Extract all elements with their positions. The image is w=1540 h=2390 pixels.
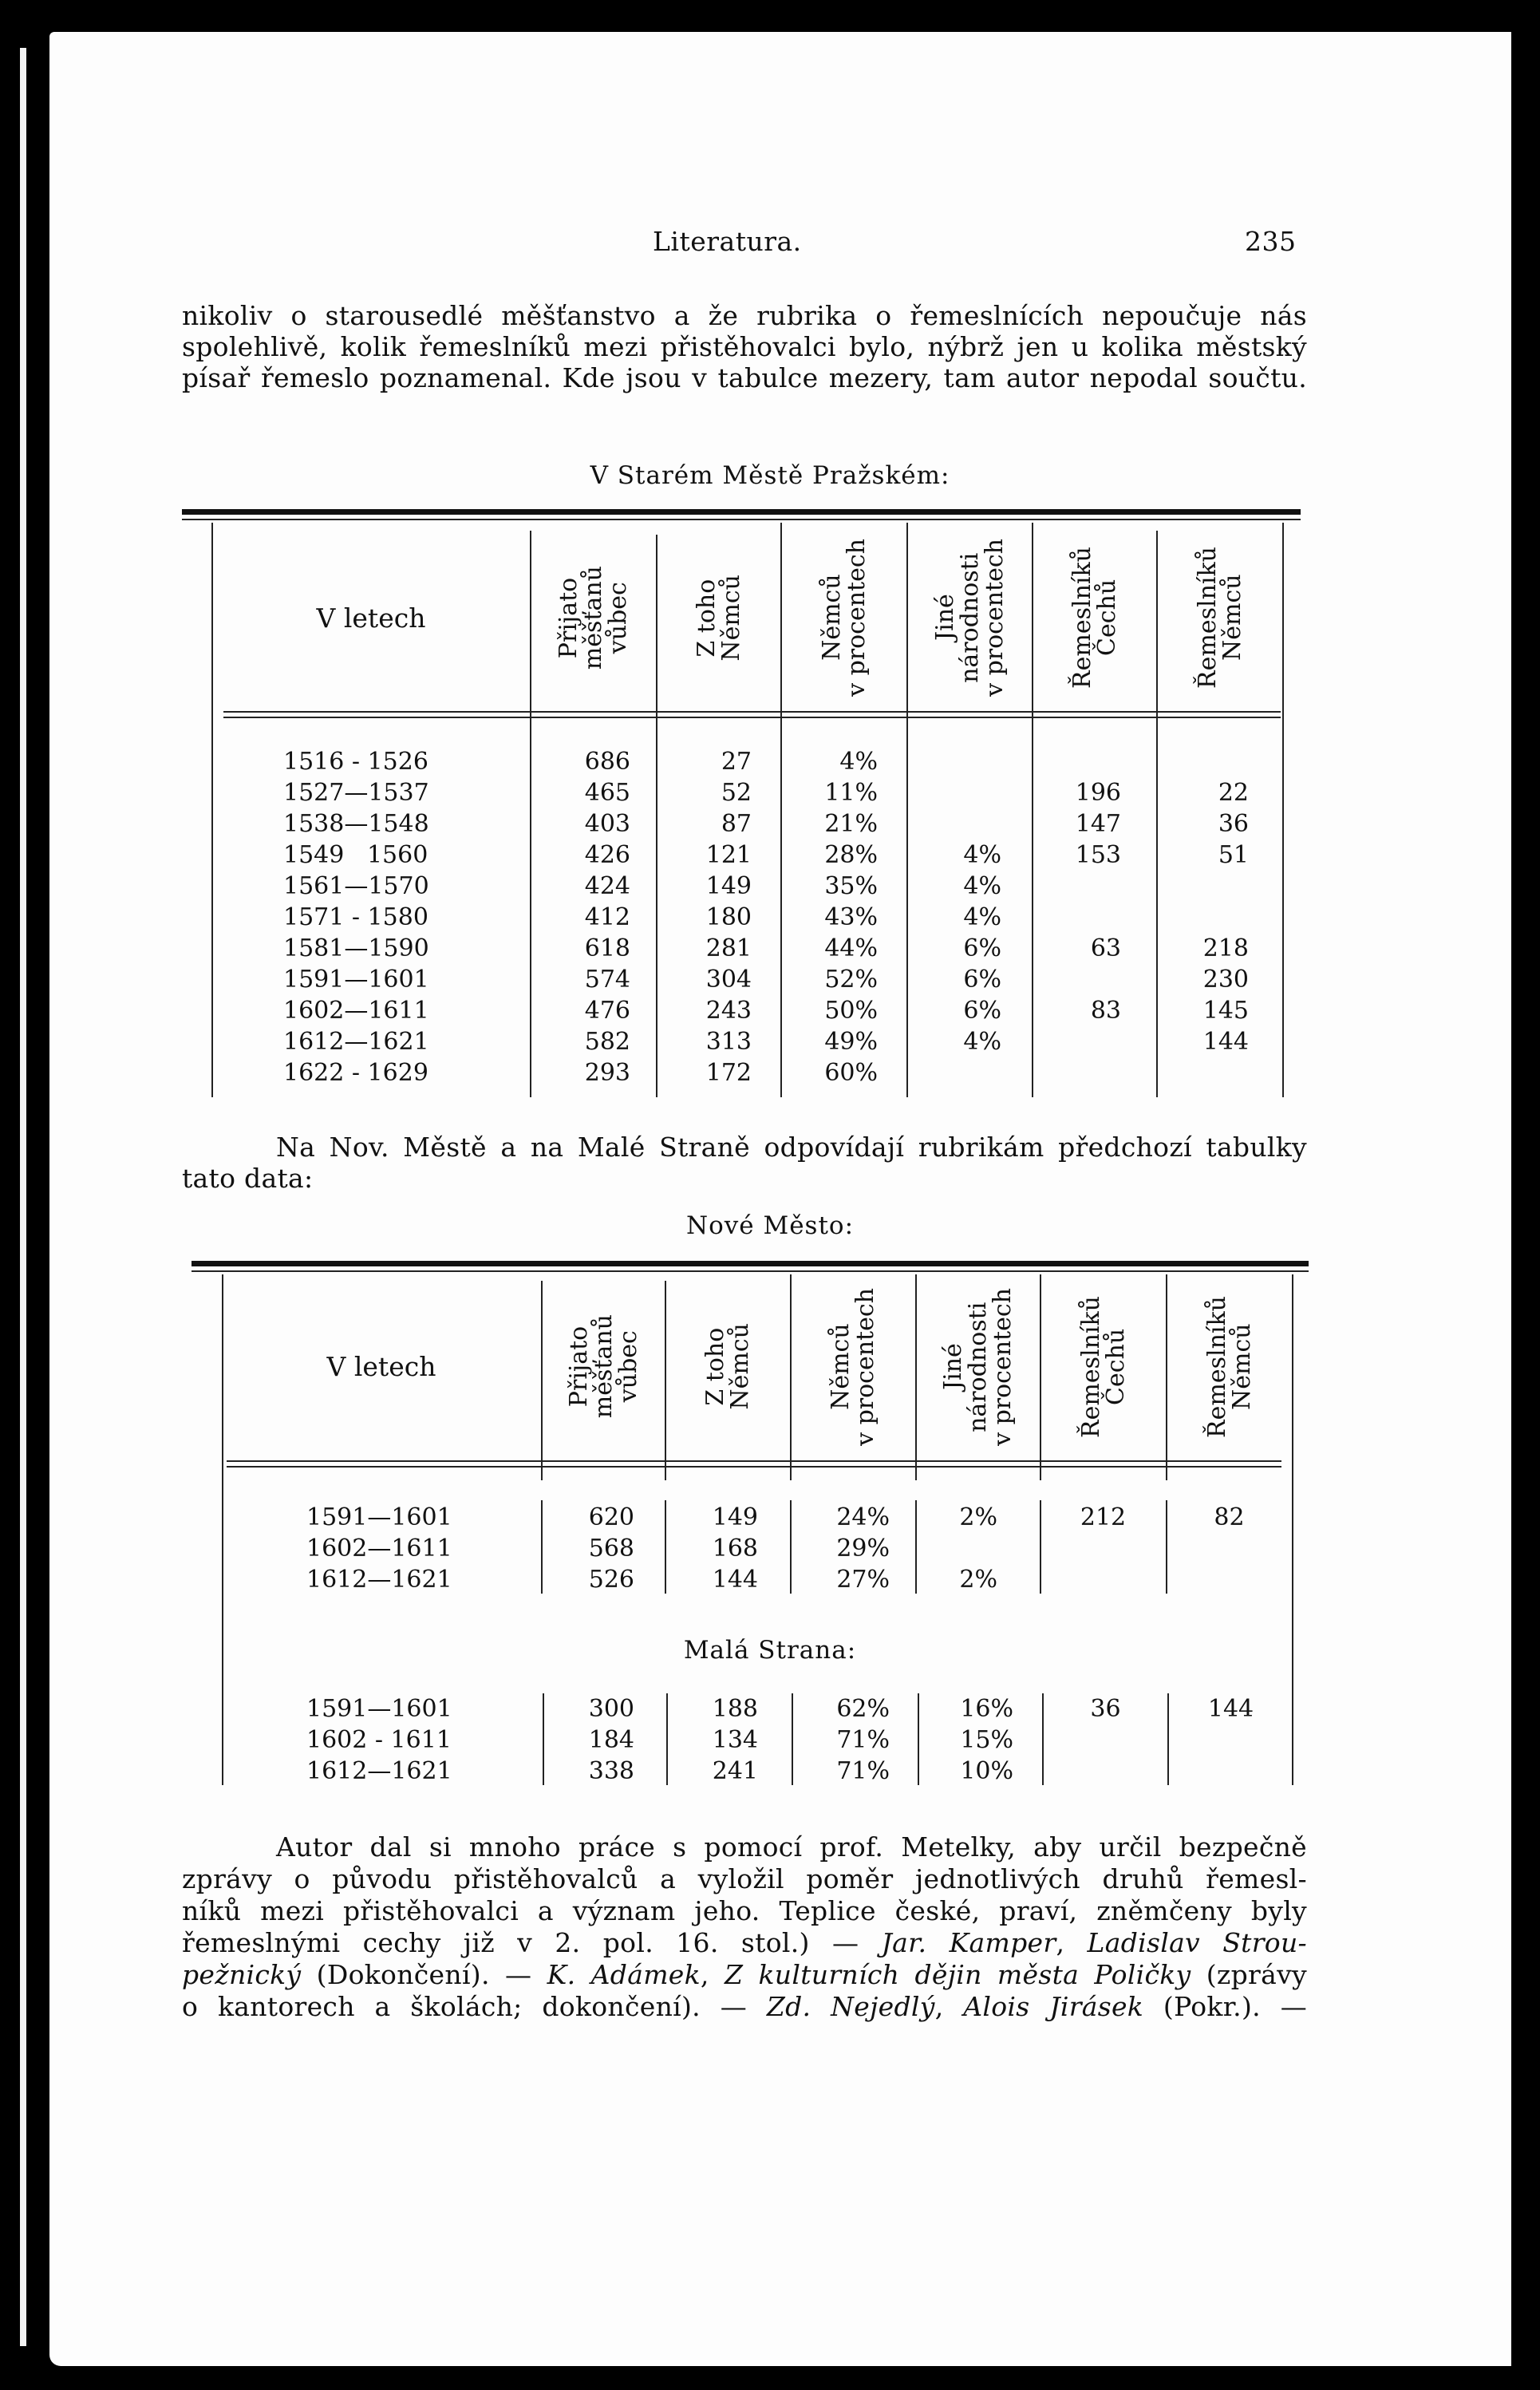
sub-caption-mala-strana: Malá Strana: [683,1636,857,1665]
article-title: Alois Jirásek [963,1991,1144,2022]
table-cell: 52% [824,966,878,994]
table-cell: 412 [584,903,630,931]
table-cell: 51 [1218,841,1249,869]
table-cell: 44% [824,934,878,962]
table-cell: 1549 1560 [283,841,428,869]
paragraph-line [182,1991,1307,2023]
text-run: v procentech [989,1287,1017,1446]
text-run: o kantorech a školách; dokončení). — [182,1991,767,2022]
table-cell: 144 [712,1566,758,1594]
text-run: vůbec [604,581,632,654]
table-cell: 1538—1548 [283,810,429,838]
table-cell: 1612—1621 [306,1566,452,1594]
table-cell: 300 [588,1695,634,1723]
table-cell: 134 [712,1726,758,1754]
table-cell: 4% [839,748,878,776]
table-cell: 526 [588,1566,634,1594]
text-run: Z toho [701,1327,729,1406]
table-cell: 36 [1090,1695,1121,1723]
text-run: měšťanů [579,565,607,670]
table-cell: 27% [836,1566,890,1594]
paragraph-line: spolehlivě, kolik řemeslníků mezi přistěhovalci bylo, nýbrž jen u kolika městský [182,331,1307,362]
table-cell: 22 [1218,779,1249,807]
text-run: vůbec [614,1330,642,1403]
table-cell: 6% [963,966,1001,994]
paragraph-line: písař řemeslo poznamenal. Kde jsou v tabulce mezery, tam autor nepodal součtu. [182,362,1307,393]
table-cell: 29% [836,1535,890,1562]
table-cell: 87 [721,810,752,838]
text-run: Řemeslníků [1202,1295,1231,1438]
text-run: Přijato [555,577,582,658]
table-cell: 184 [588,1726,634,1754]
table-cell: 168 [712,1535,758,1562]
text-run: v procentech [842,539,871,697]
table-cell: 62% [836,1695,890,1723]
text-run: Řemeslníků [1068,547,1096,689]
text-run: Němců [1218,574,1246,662]
table-cell: 218 [1202,934,1249,962]
table-cell: 2% [959,1566,997,1594]
text-run: v procentech [851,1287,879,1446]
table-cell: 241 [712,1757,758,1785]
table-cell: 1612—1621 [306,1757,452,1785]
table-cell: 4% [963,1028,1001,1056]
text-run: národnosti [955,552,984,683]
paragraph-line: Autor dal si mnoho práce s pomocí prof. Metelky, aby určil bezpečně [276,1831,1307,1863]
table-cell: 180 [705,903,752,931]
table-cell: 196 [1075,779,1121,807]
table-cell: 145 [1202,997,1249,1025]
header-years: V letech [326,1351,436,1382]
text-run: Němců [827,1323,855,1410]
paragraph-line: níků mezi přistěhovalci a význam jeho. Teplice české, praví, zněmčeny byly [182,1895,1307,1926]
table-cell: 465 [584,779,630,807]
table-cell: 338 [588,1757,634,1785]
table-cell: 313 [705,1028,752,1056]
table-cell: 1622 - 1629 [283,1059,428,1087]
running-head-title: Literatura. [653,226,802,257]
table-cell: 35% [824,872,878,900]
table-cell: 50% [824,997,878,1025]
table-cell: 10% [960,1757,1013,1785]
table-cell: 71% [836,1726,890,1754]
article-title: Z kulturních dějin města Poličky [725,1959,1191,1990]
table-cell: 60% [824,1059,878,1087]
table-cell: 403 [584,810,630,838]
text-run: (Dokončení). — [301,1959,547,1990]
text-run: Čechů [1092,579,1121,657]
table-cell: 4% [963,841,1001,869]
table-cell: 568 [588,1535,634,1562]
text-run: národnosti [964,1301,992,1432]
table-cell: 21% [824,810,878,838]
table-caption-new-town: Nové Město: [685,1211,855,1240]
text-run: , [934,1991,964,2022]
paragraph-line [182,1959,1307,1991]
author-name: Jar. Kamper [881,1927,1056,1958]
table-cell: 1602 - 1611 [306,1726,452,1754]
table-cell: 1581—1590 [283,934,429,962]
paragraph-line: zprávy o původu přistěhovalců a vyložil poměr jednotlivých druhů řemesl- [182,1863,1307,1894]
table-cell: 43% [824,903,878,931]
table-cell: 188 [712,1695,758,1723]
table-cell: 1516 - 1526 [283,748,428,776]
table-cell: 52 [721,779,752,807]
closing-paragraph [182,1831,1307,2023]
text-run: měšťanů [589,1314,618,1419]
paragraph-line: tato data: [182,1163,314,1194]
middle-paragraph [182,1132,1307,1194]
scan-edge-strip [20,48,26,2346]
table-cell: 11% [824,779,878,807]
text-run: , [700,1959,725,1990]
text-run: Němců [717,574,745,662]
table-cell: 24% [836,1503,890,1531]
table-cell: 63 [1090,934,1121,962]
paragraph-line: Na Nov. Městě a na Malé Straně odpovídají rubrikám předchozí tabulky [276,1132,1307,1163]
table-cell: 153 [1075,841,1121,869]
text-run: (Pokr.). — [1143,1991,1307,2022]
table-cell: 618 [584,934,630,962]
paragraph-line [182,1927,1307,1959]
table-cell: 424 [584,872,630,900]
table-cell: 121 [705,841,752,869]
table-cell: 28% [824,841,878,869]
table-caption-old-town: V Starém Městě Pražském: [590,461,950,490]
text-run: Němců [1227,1323,1256,1410]
text-run: , [1056,1927,1088,1958]
table-cell: 15% [960,1726,1013,1754]
table-cell: 27 [721,748,752,776]
table-cell: 1527—1537 [283,779,429,807]
table-cell: 1591—1601 [306,1695,452,1723]
author-name: K. Adámek [547,1959,701,1990]
table-cell: 212 [1080,1503,1127,1531]
table-cell: 1571 - 1580 [283,903,428,931]
text-run: Jiné [930,594,959,642]
table-cell: 620 [588,1503,634,1531]
table-cell: 49% [824,1028,878,1056]
table-cell: 1602—1611 [283,997,429,1025]
article-title: Ladislav Strou- [1087,1927,1307,1958]
text-run: v procentech [980,539,1009,697]
table-cell: 574 [584,966,630,994]
header-years: V letech [316,602,426,634]
table-cell: 83 [1090,997,1121,1025]
text-run: Čechů [1101,1328,1130,1405]
text-run: řemeslnými cechy již v 2. pol. 16. stol.) — [182,1927,882,1958]
text-run: Řemeslníků [1193,547,1222,689]
table-cell: 1561—1570 [283,872,429,900]
text-run: Němců [817,574,846,662]
table-cell: 4% [963,872,1001,900]
text-run: Řemeslníků [1076,1295,1105,1438]
table-cell: 149 [712,1503,758,1531]
table-cell: 172 [705,1059,752,1087]
table-cell: 144 [1207,1695,1254,1723]
table-cell: 147 [1075,810,1121,838]
table-cell: 6% [963,997,1001,1025]
page-number: 235 [1245,226,1297,257]
table-cell: 149 [705,872,752,900]
text-run: Jiné [939,1343,967,1390]
table-cell: 4% [963,903,1001,931]
text-run: (zprávy [1191,1959,1307,1990]
table-cell: 71% [836,1757,890,1785]
table-cell: 16% [960,1695,1013,1723]
paragraph-line: nikoliv o starousedlé měšťanstvo a že rubrika o řemeslnících nepoučuje nás [182,300,1307,331]
table-cell: 82 [1214,1503,1245,1531]
text-run: Z toho [692,579,721,657]
table-cell: 230 [1202,966,1249,994]
table-cell: 144 [1202,1028,1249,1056]
table-cell: 304 [705,966,752,994]
table-cell: 6% [963,934,1001,962]
table-cell: 1612—1621 [283,1028,429,1056]
table-cell: 1602—1611 [306,1535,452,1562]
table-cell: 36 [1218,810,1249,838]
table-cell: 1591—1601 [283,966,429,994]
intro-paragraph [182,300,1307,393]
table-cell: 686 [584,748,630,776]
author-name: Zd. Nejedlý [766,1991,935,2022]
text-run: Němců [726,1323,754,1410]
table-cell: 582 [584,1028,630,1056]
table-cell: 2% [959,1503,997,1531]
table-cell: 476 [584,997,630,1025]
table-cell: 281 [705,934,752,962]
table-cell: 293 [584,1059,630,1087]
article-title: pežnický [182,1959,302,1990]
table-cell: 426 [584,841,630,869]
table-cell: 243 [705,997,752,1025]
table-cell: 1591—1601 [306,1503,452,1531]
text-run: Přijato [564,1325,593,1408]
